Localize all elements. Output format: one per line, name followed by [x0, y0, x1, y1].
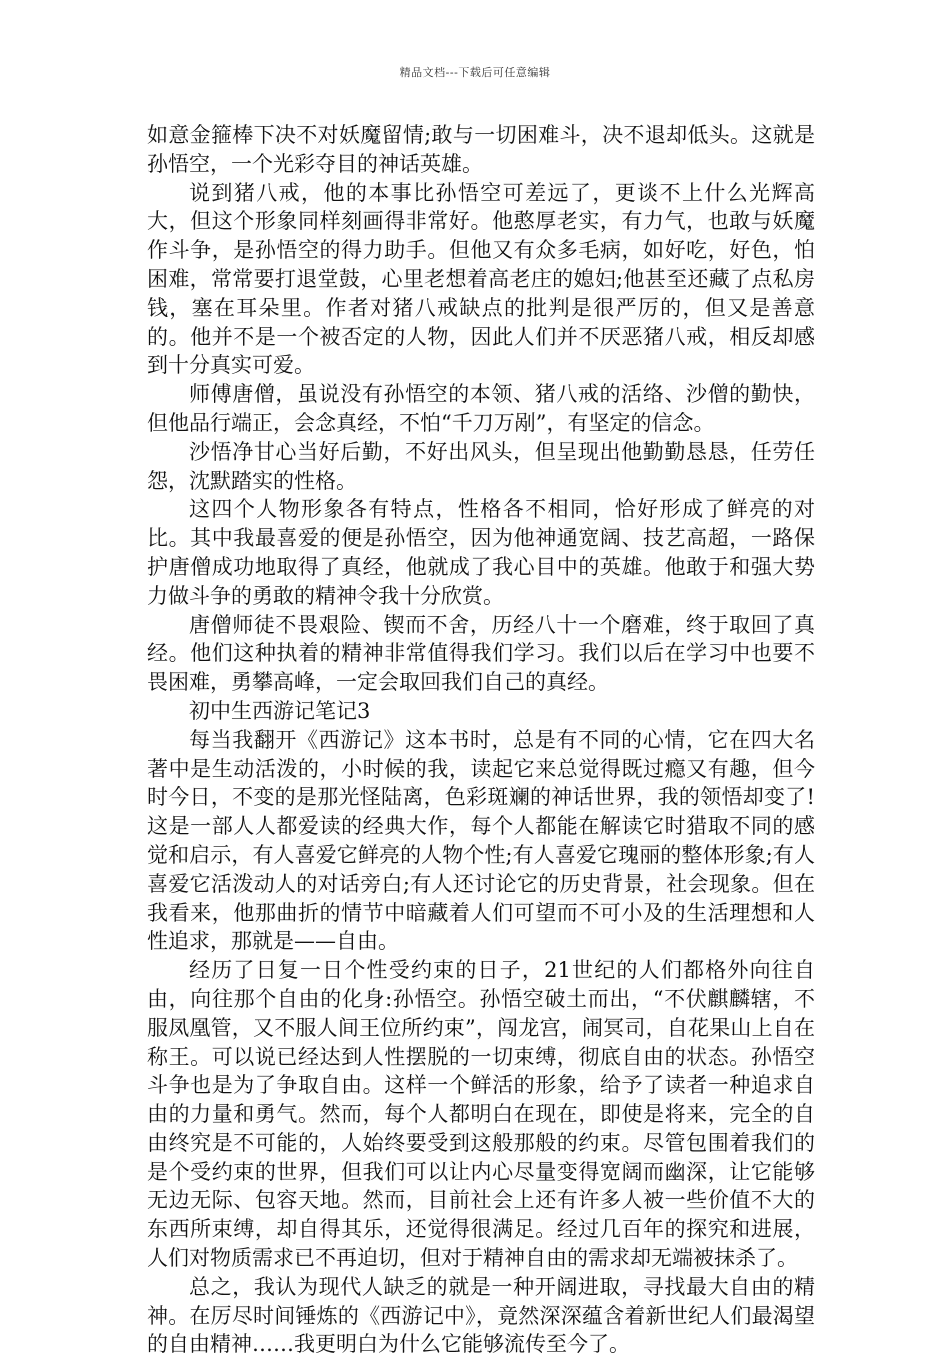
paragraph: 师傅唐僧，虽说没有孙悟空的本领、猪八戒的活络、沙僧的勤快，但他品行端正，会念真经，不怕“千刀万剐”，有坚定的信念。: [147, 382, 815, 435]
paragraph: 总之，我认为现代人缺乏的就是一种开阔进取，寻找最大自由的精神。在厉尽时间锤炼的《西游记中》，竟然深深蕴含着新世纪人们最渴望的自由精神……我更明白为什么它能够流传至今了。: [147, 1274, 815, 1357]
page-header: 精品文档---下载后可任意编辑: [399, 66, 551, 79]
paragraph: 每当我翻开《西游记》这本书时，总是有不同的心情，它在四大名著中是生动活泼的，小时候的我，读起它来总觉得既过瘾又有趣，但今时今日，不变的是那光怪陆离，色彩斑斓的神话世界，我的领悟却变了!这是一部人人都爱读的经典大作，每个人都能在解读它时猎取不同的感觉和启示，有人喜爱它鲜亮的人物个性;有人喜爱它瑰丽的整体形象;有人喜爱它活泼动人的对话旁白;有人还讨论它的历史背景，社会现象。但在我看来，他那曲折的情节中暗藏着人们可望而不可小及的生活理想和人性追求，那就是——自由。: [147, 727, 815, 954]
document-body: [147, 121, 815, 1359]
paragraph: 这四个人物形象各有特点，性格各不相同，恰好形成了鲜亮的对比。其中我最喜爱的便是孙悟空，因为他神通宽阔、技艺高超，一路保护唐僧成功地取得了真经，他就成了我心目中的英雄。他敢于和强大势力做斗争的勇敢的精神令我十分欣赏。: [147, 497, 815, 608]
paragraph: 经历了日复一日个性受约束的日子，21世纪的人们都格外向往自由，向往那个自由的化身:孙悟空。孙悟空破土而出，“不伏麒麟辖，不服凤凰管，又不服人间王位所约束”，闯龙宫，闹冥司，自花果山上自在称王。可以说已经达到人性摆脱的一切束缚，彻底自由的状态。孙悟空斗争也是为了争取自由。这样一个鲜活的形象，给予了读者一种追求自由的力量和勇气。然而，每个人都明白在现在，即使是将来，完全的自由终究是不可能的，人始终要受到这般那般的约束。尽管包围着我们的是个受约束的世界，但我们可以让内心尽量变得宽阔而幽深，让它能够无边无际、包容天地。然而，目前社会上还有许多人被一些价值不大的东西所束缚，却自得其乐，还觉得很满足。经过几百年的探究和进展，人们对物质需求已不再迫切，但对于精神自由的需求却无端被抹杀了。: [147, 958, 815, 1271]
paragraph: 沙悟净甘心当好后勤，不好出风头，但呈现出他勤勤恳恳，任劳任怨，沈默踏实的性格。: [147, 439, 815, 493]
paragraph: 如意金箍棒下决不对妖魔留情;敢与一切困难斗，决不退却低头。这就是孙悟空，一个光彩夺目的神话英雄。: [147, 123, 815, 176]
paragraph: 说到猪八戒，他的本事比孙悟空可差远了，更谈不上什么光辉高大，但这个形象同样刻画得非常好。他憨厚老实，有力气，也敢与妖魔作斗争，是孙悟空的得力助手。但他又有众多毛病，如好吃，好色，怕困难，常常要打退堂鼓，心里老想着高老庄的媳妇;他甚至还藏了点私房钱，塞在耳朵里。作者对猪八戒缺点的批判是很严厉的，但又是善意的。他并不是一个被否定的人物，因此人们并不厌恶猪八戒，相反却感到十分真实可爱。: [147, 180, 815, 378]
paragraph: 唐僧师徒不畏艰险、锲而不舍，历经八十一个磨难，终于取回了真经。他们这种执着的精神非常值得我们学习。我们以后在学习中也要不畏困难，勇攀高峰，一定会取回我们自己的真经。: [147, 612, 815, 695]
section-heading: 初中生西游记笔记3: [189, 698, 371, 723]
